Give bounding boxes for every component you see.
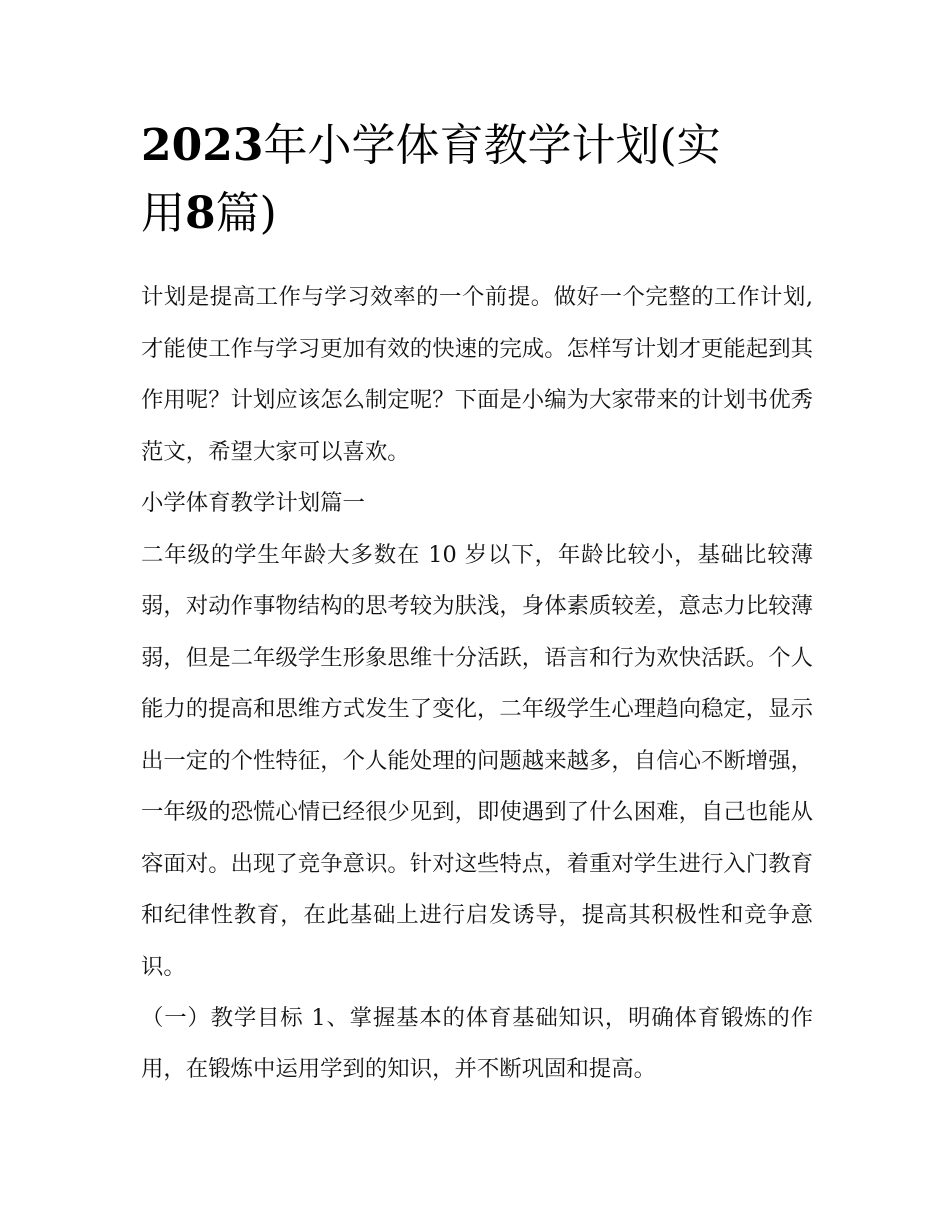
- intro-paragraph: 计划是提高工作与学习效率的一个前提。做好一个完整的工作计划,才能使工作与学习更加有效的快速的完成。怎样写计划才更能起到其作用呢？计划应该怎么制定呢？下面是小编为大家带来的计划书优秀范文，希望大家可以喜欢。: [141, 284, 813, 465]
- title-year: 2023: [141, 120, 264, 171]
- title-text-part2: 用: [141, 188, 185, 239]
- document-page: [141, 112, 813, 1094]
- body-paragraph: 二年级的学生年龄大多数在 10 岁以下，年龄比较小，基础比较薄弱，对动作事物结构的思考较为肤浅，身体素质较差，意志力比较薄弱，但是二年级学生形象思维十分活跃，语言和行为欢快活跃。个人能力的提高和思维方式发生了变化，二年级学生心理趋向稳定，显示出一定的个性特征，个人能处理的问题越来越多，自信心不断增强，一年级的恐慌心情已经很少见到，即使遇到了什么困难，自己也能从容面对。出现了竞争意识。针对这些特点，着重对学生进行入门教育和纪律性教育，在此基础上进行启发诱导，提高其积极性和竞争意识。: [141, 541, 813, 980]
- title-text-part3: 篇): [215, 188, 277, 239]
- objective-paragraph: （一）教学目标 1、掌握基本的体育基础知识，明确体育锻炼的作用，在锻炼中运用学到的知识，并不断巩固和提高。: [141, 1005, 813, 1082]
- title-number: 8: [185, 188, 216, 239]
- document-title: [141, 112, 813, 248]
- title-text-part1: 年小学体育教学计划(实: [263, 120, 721, 171]
- section-heading: 小学体育教学计划篇一: [141, 490, 365, 516]
